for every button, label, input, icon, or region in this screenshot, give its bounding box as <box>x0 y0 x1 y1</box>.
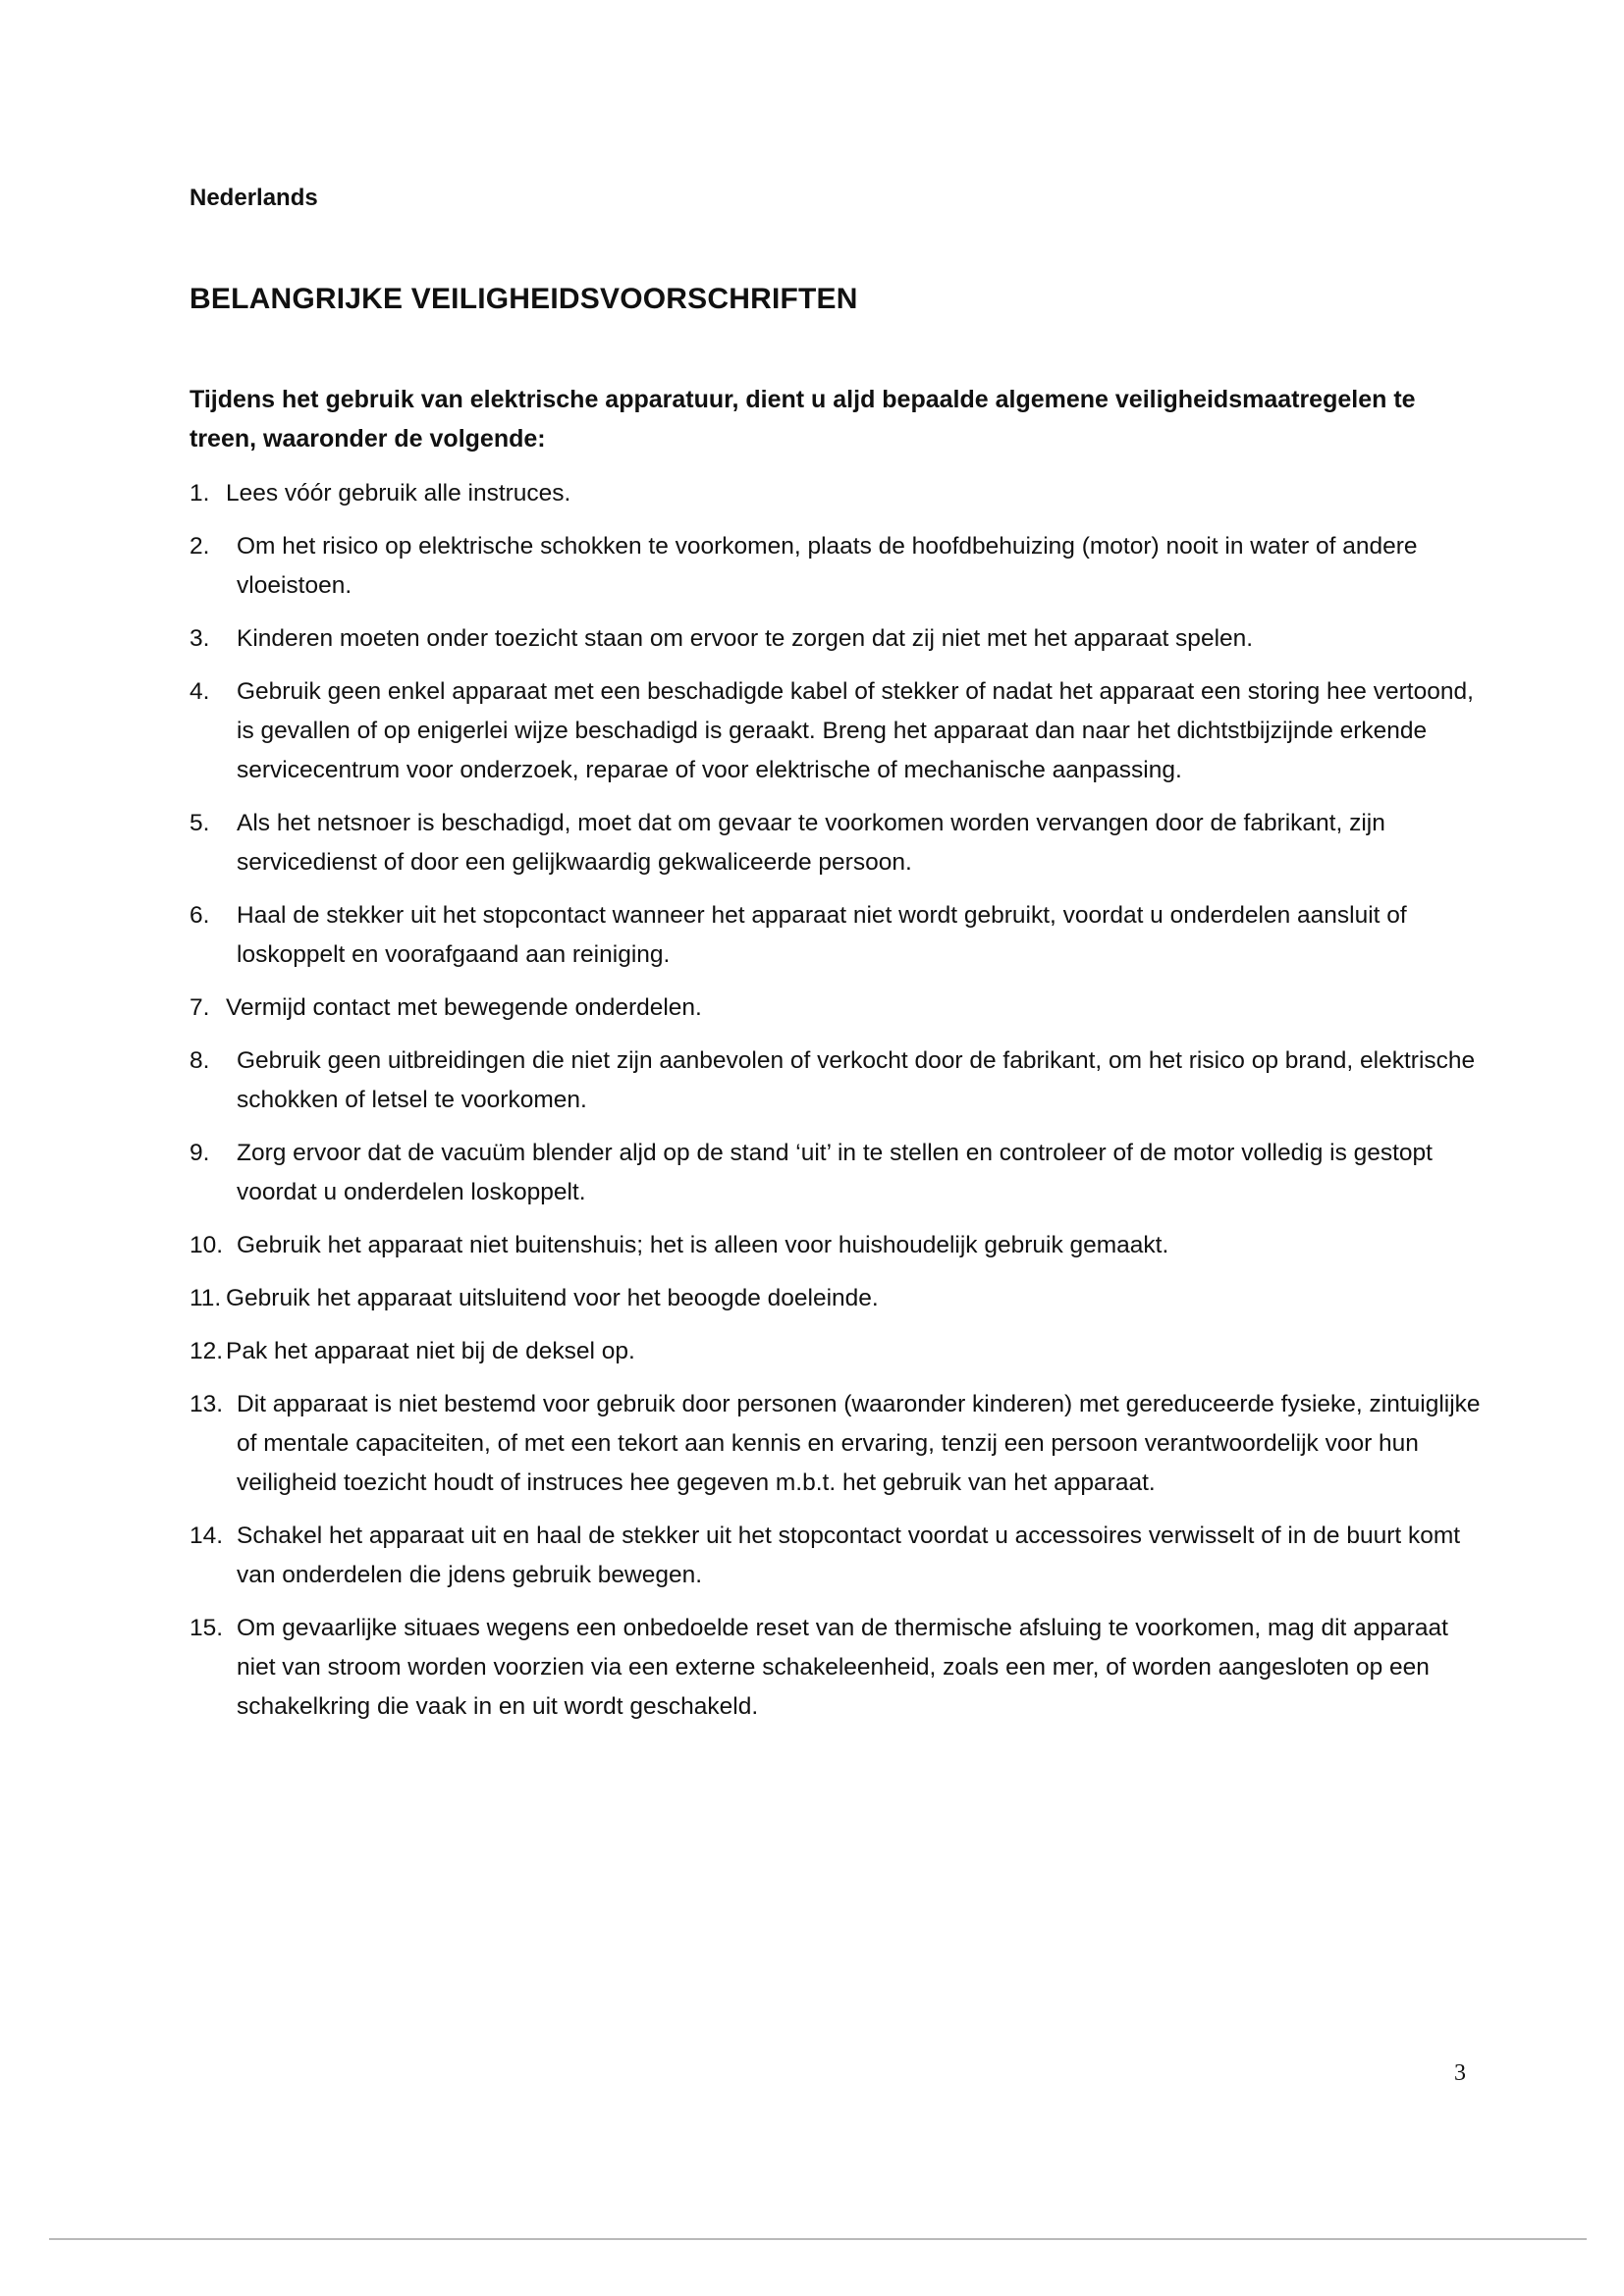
safety-rule-number: 4. <box>189 678 210 705</box>
safety-rule-number: 1. <box>189 480 210 507</box>
safety-rule-number: 2. <box>189 533 210 560</box>
safety-rule-text: Om het risico op elektrische schokken te voorkomen, plaats de hoofdbehuizing (motor) nooit in water of andere vloeistoen. <box>237 533 1418 599</box>
safety-rule-text: Gebruik geen uitbreidingen die niet zijn aanbevolen of verkocht door de fabrikant, om het risico op brand, elektrische schokken of letsel te voorkomen. <box>237 1047 1476 1113</box>
safety-rules-list <box>189 474 1486 1740</box>
safety-rule-text: Vermijd contact met bewegende onderdelen. <box>226 994 702 1021</box>
intro-paragraph: Tijdens het gebruik van elektrische apparatuur, dient u aljd bepaalde algemene veiligheidsmaatregelen te treen, waaronder de volgende: <box>189 386 1416 453</box>
safety-rule-item <box>189 1041 1486 1120</box>
safety-rule-item <box>189 619 1486 659</box>
safety-rule-text: Lees vóór gebruik alle instruces. <box>226 480 571 507</box>
safety-rule-number: 11. <box>189 1285 222 1311</box>
safety-rule-item <box>189 1134 1486 1212</box>
safety-rule-text: Gebruik het apparaat uitsluitend voor het beoogde doeleinde. <box>226 1285 879 1311</box>
safety-rule-item <box>189 474 1486 513</box>
safety-rule-text: Dit apparaat is niet bestemd voor gebruik door personen (waaronder kinderen) met gereduceerde fysieke, zintuiglijke of mentale capaciteiten, of met een tekort aan kennis en ervaring, tenzij een persoon verantwoordelijk voor hun veiligheid toezicht houdt of instruces hee gegeven m.b.t. het gebruik van het apparaat. <box>237 1391 1481 1496</box>
safety-rule-item <box>189 804 1486 882</box>
safety-rule-item <box>189 527 1486 606</box>
safety-rule-text: Gebruik geen enkel apparaat met een beschadigde kabel of stekker of nadat het apparaat een storing hee vertoond, is gevallen of op enigerlei wijze beschadigd is geraakt. Breng het apparaat dan naar het dichtstbijzijnde erkende servicecentrum voor onderzoek, reparae of voor elektrische of mechanische aanpassing. <box>237 678 1474 783</box>
safety-rule-number: 15. <box>189 1615 224 1641</box>
safety-rule-number: 14. <box>189 1522 224 1549</box>
safety-rule-item <box>189 1385 1486 1503</box>
safety-rule-number: 8. <box>189 1047 210 1074</box>
safety-rule-item <box>189 1279 1486 1318</box>
safety-rule-text: Zorg ervoor dat de vacuüm blender aljd op de stand ‘uit’ in te stellen en controleer of de motor volledig is gestopt voordat u onderdelen loskoppelt. <box>237 1140 1433 1205</box>
safety-rule-text: Kinderen moeten onder toezicht staan om ervoor te zorgen dat zij niet met het apparaat spelen. <box>237 625 1254 652</box>
safety-rule-number: 10. <box>189 1232 224 1258</box>
page-title: BELANGRIJKE VEILIGHEIDSVOORSCHRIFTEN <box>189 283 858 315</box>
safety-rule-text: Schakel het apparaat uit en haal de stekker uit het stopcontact voordat u accessoires verwisselt of in de buurt komt van onderdelen die jdens gebruik bewegen. <box>237 1522 1461 1588</box>
safety-rule-number: 9. <box>189 1140 210 1166</box>
safety-rule-number: 5. <box>189 810 210 836</box>
safety-rule-item <box>189 672 1486 790</box>
safety-rule-text: Als het netsnoer is beschadigd, moet dat om gevaar te voorkomen worden vervangen door de fabrikant, zijn servicedienst of door een gelijkwaardig gekwaliceerde persoon. <box>237 810 1385 876</box>
safety-rule-text: Om gevaarlijke situaes wegens een onbedoelde reset van de thermische afsluing te voorkomen, mag dit apparaat niet van stroom worden voorzien via een externe schakeleenheid, zoals een mer, of worden aangesloten op een schakelkring die vaak in en uit wordt geschakeld. <box>237 1615 1448 1720</box>
safety-rule-text: Pak het apparaat niet bij de deksel op. <box>226 1338 635 1364</box>
safety-rule-item <box>189 1226 1486 1265</box>
safety-rule-number: 7. <box>189 994 210 1021</box>
safety-rule-item <box>189 1332 1486 1371</box>
safety-rule-text: Gebruik het apparaat niet buitenshuis; het is alleen voor huishoudelijk gebruik gemaakt. <box>237 1232 1169 1258</box>
bottom-divider <box>49 2238 1587 2240</box>
safety-rule-text: Haal de stekker uit het stopcontact wanneer het apparaat niet wordt gebruikt, voordat u onderdelen aansluit of loskoppelt en voorafgaand aan reiniging. <box>237 902 1407 968</box>
safety-rule-number: 6. <box>189 902 210 929</box>
safety-rule-number: 13. <box>189 1391 224 1417</box>
safety-rule-item <box>189 988 1486 1028</box>
safety-rule-item <box>189 1517 1486 1595</box>
safety-rule-item <box>189 896 1486 975</box>
language-heading: Nederlands <box>189 185 318 211</box>
safety-rule-number: 3. <box>189 625 210 652</box>
page-number: 3 <box>1454 2060 1466 2086</box>
safety-rule-number: 12. <box>189 1338 224 1364</box>
safety-rule-item <box>189 1609 1486 1727</box>
